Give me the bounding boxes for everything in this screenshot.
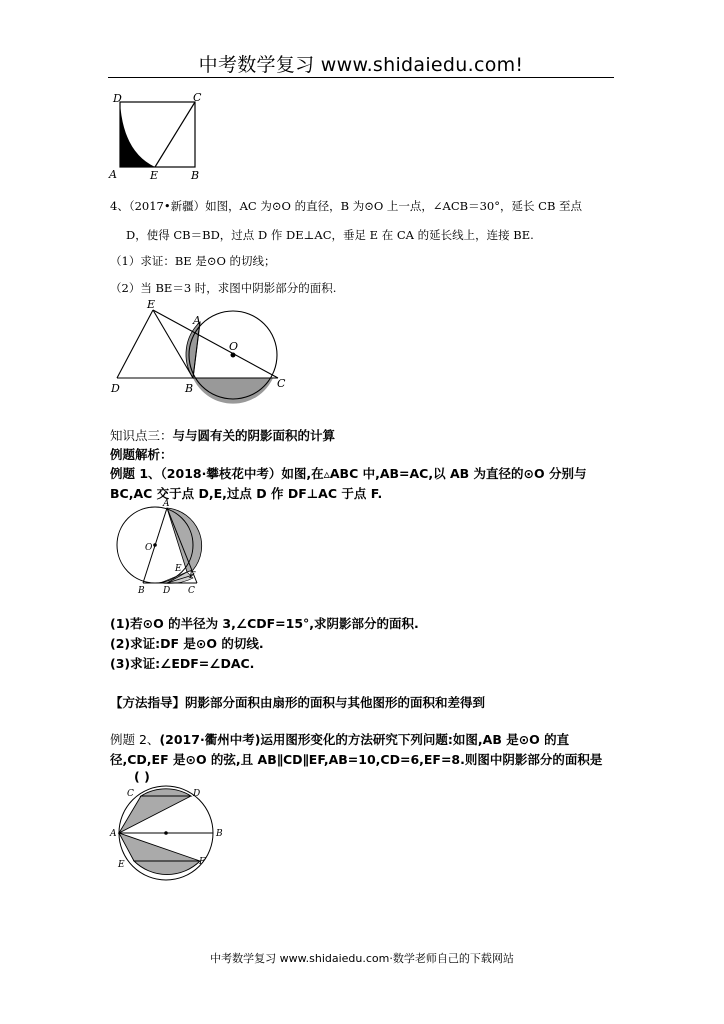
label-b: B — [138, 586, 145, 596]
section-subheading: 例题解析： — [110, 447, 173, 462]
label-c: C — [127, 789, 134, 799]
q4-segment-ed — [117, 310, 153, 378]
label-d: D — [113, 92, 122, 105]
label-a: A — [163, 499, 170, 509]
ex1-question-2: (2)求证:DF 是⊙O 的切线. — [110, 636, 264, 651]
ex2-center-point — [164, 831, 168, 835]
ex2-line-1-text: (2017·衢州中考)运用图形变化的方法研究下列问题:如图,AB 是⊙O 的直 — [159, 732, 570, 747]
section-heading-prefix: 知识点三： — [110, 428, 173, 443]
ex2-line-2: 径,CD,EF 是⊙O 的弦,且 AB∥CD∥EF,AB=10,CD=6,EF=8.则图中阴影部分的面积是 — [110, 752, 603, 767]
q4-line-1: 4、（2017•新疆）如图，AC 为⊙O 的直径，B 为⊙O 上一点，∠ACB＝30°，延长 CB 至点 — [110, 199, 583, 213]
label-b: B — [216, 829, 223, 839]
label-a: A — [110, 829, 117, 839]
label-f: F — [199, 857, 206, 867]
section-heading-title: 与与圆有关的阴影面积的计算 — [172, 428, 336, 443]
label-e: E — [150, 169, 159, 182]
label-b: B — [191, 169, 200, 182]
figure-square-diagram — [105, 90, 215, 185]
label-o: O — [229, 340, 239, 353]
method-guidance: 【方法指导】阴影部分面积由扇形的面积与其他图形的面积和差得到 — [110, 695, 486, 710]
label-a: A — [193, 314, 201, 327]
label-c: C — [188, 586, 195, 596]
label-c: C — [193, 91, 202, 104]
ex1-question-1: (1)若⊙O 的半径为 3,∠CDF=15°,求阴影部分的面积. — [110, 616, 419, 631]
q4-center-point — [231, 353, 236, 358]
ex2-line-1-label: 例题 2、 — [110, 732, 160, 747]
ex1-line-1: 例题 1、（2018·攀枝花中考）如图,在▵ABC 中,AB=AC,以 AB 为直径的⊙O 分别与 — [110, 466, 587, 481]
figure-ex1-diagram — [105, 500, 215, 600]
label-c: C — [277, 377, 286, 390]
ex1-shaded-region — [167, 508, 202, 572]
label-e: E — [118, 860, 125, 870]
label-d: D — [111, 382, 120, 395]
label-a: A — [109, 168, 117, 181]
ex1-question-3: (3)求证:∠EDF=∠DAC. — [110, 656, 255, 671]
q4-part-1: （1）求证：BE 是⊙O 的切线； — [110, 254, 276, 268]
figure-q4-diagram — [105, 298, 305, 403]
ex2-shaded-lower-triangle — [119, 833, 200, 861]
q4-part-2: （2）当 BE＝3 时，求图中阴影部分的面积. — [110, 281, 337, 295]
label-e: E — [147, 298, 156, 311]
ex2-line-1 — [110, 730, 569, 748]
page-footer: 中考数学复习 www.shidaiedu.com·数学老师自己的下载网站 — [210, 952, 514, 965]
label-e: E — [175, 564, 182, 574]
section-heading — [110, 426, 335, 444]
label-f: F — [189, 571, 196, 581]
ex2-shaded-lower-cap — [134, 861, 200, 875]
page-header: 中考数学复习 www.shidaiedu.com! — [198, 54, 524, 76]
q4-line-2: D，使得 CB＝BD，过点 D 作 DE⊥AC，垂足 E 在 CA 的延长线上，连接 BE. — [126, 228, 534, 242]
square-shaded-region — [120, 102, 155, 167]
ex2-shaded-upper-triangle — [119, 796, 191, 833]
label-b: B — [185, 382, 194, 395]
header-divider — [108, 77, 614, 78]
label-d: D — [193, 789, 201, 799]
label-o: O — [145, 543, 153, 553]
figure-ex2-diagram — [105, 780, 230, 885]
segment-ec — [155, 102, 195, 167]
ex1-center-point — [153, 543, 157, 547]
ex2-answer-blank: ( ) — [134, 769, 150, 784]
label-d: D — [163, 586, 171, 596]
q4-shaded-lower-half — [193, 378, 273, 404]
ex1-line-2: BC,AC 交于点 D,E,过点 D 作 DF⊥AC 于点 F. — [110, 486, 383, 501]
